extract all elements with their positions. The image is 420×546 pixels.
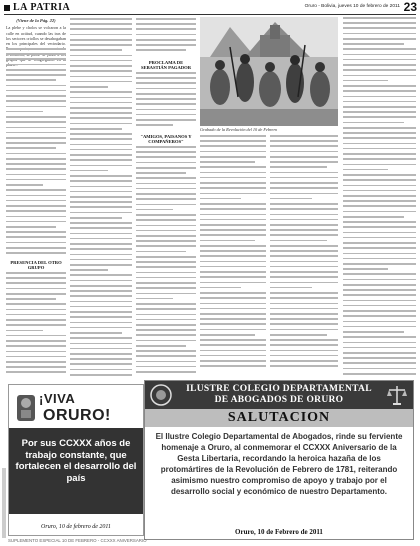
ad-title-line-2: DE ABOGADOS DE ORURO [214,395,344,405]
page-number: 23 [403,0,417,14]
column-3-text-lines-3 [136,146,196,378]
ad-title-line-1: ILUSTRE COLEGIO DEPARTAMENTAL [186,384,372,394]
engraving-illustration [200,17,338,126]
column-3-subhead-1: PROCLAMA DE SEBASTIÁN PAGADOR [140,60,192,71]
viva-text: ¡VIVA [39,391,76,406]
ad-title-bar [145,381,413,409]
column-3-subhead-2: "AMIGOS, PAISANOS Y COMPAÑEROS" [140,134,192,145]
column-4-text-lines [200,135,266,378]
seal-icon [150,383,172,407]
photo-caption: Grabado de la Revolución del 10 de Febrero [200,127,278,132]
continued-from: (Viene de la Pág. 22) [16,18,56,23]
salutation-band [145,409,413,427]
column-1-text-lines-2 [6,272,66,378]
column-1-lead: La plebe y cholos se volcaron a la calle en actitud, cuando las iras de los sectores criollos se desahogaban en los principales del vecindario. [6,25,66,46]
header-rule [4,14,416,15]
column-5-text-lines [270,135,338,378]
ad-message: Por sus CCXXX años de trabajo constante, que fortalecen el desarrollo del país [15,438,137,484]
scales-of-justice-icon [386,383,408,407]
salutation-heading: SALUTACION [227,410,331,425]
newspaper-name-text: LA PATRIA [13,2,71,13]
footer-line: SUPLEMENTO ESPECIAL 10 DE FEBRERO - CCXXX ANIVERSARIO [8,538,147,543]
column-6-text-lines [343,17,416,378]
ad-message-panel [9,428,143,514]
column-3-subhead-block-2 [136,132,196,146]
column-3-text-lines-2 [136,72,196,130]
emblem-icon [15,391,37,425]
column-1-subhead: PRESENCIA DEL OTRO GRUPO [10,260,62,271]
column-1-text-lines [6,48,66,256]
revolution-engraving-image [200,17,338,126]
viva-oruro-ad [8,384,144,536]
ad-body-text: El Ilustre Colegio Departamental de Abogados, rinde su ferviente homenaje a Oruro, al conmemorar el CCXXX Aniversario de la Gesta Libertaria, recordando la heroica hazaña de los protomártires de la Revolución de Febrero de 1781, reiterando asimismo nuestro compromiso de apoyo y trabajo por el desarrollo social y económico de nuestro Departamento. [155,432,403,496]
column-3-text-lines [136,18,196,58]
ad-right-date: Oruro, 10 de Febrero de 2011 [235,528,323,536]
colegio-abogados-ad [144,380,414,540]
newspaper-name [4,2,70,13]
column-3-subhead-block-1 [136,58,196,72]
vertical-side-label [1,468,7,538]
dateline: Oruro - Bolivia, jueves 10 de febrero de 2011 [304,4,400,9]
masthead-square-icon [4,5,10,11]
oruro-text: ORURO! [43,407,111,424]
column-1-subhead-block [6,258,66,272]
ad-left-date: Oruro, 10 de febrero de 2011 [41,524,111,530]
column-2-text-lines [70,18,132,378]
